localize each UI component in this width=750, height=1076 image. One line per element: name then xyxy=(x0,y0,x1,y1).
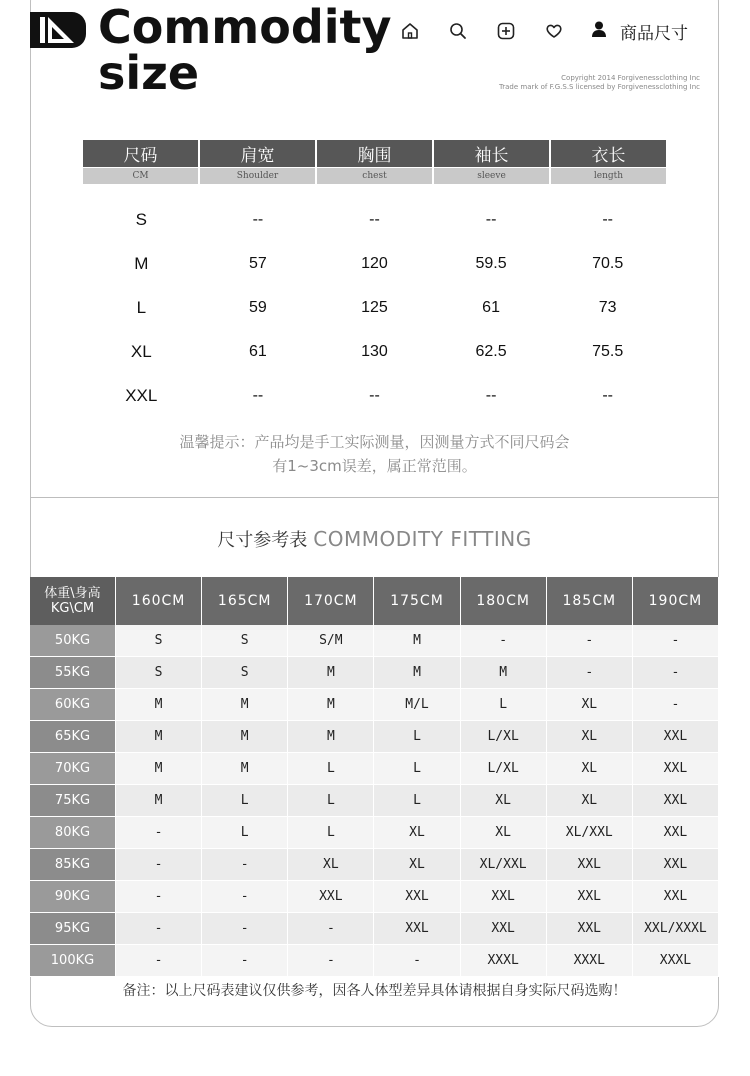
page-title xyxy=(98,0,398,100)
size-fit-cell: L xyxy=(460,689,546,721)
brand-logo xyxy=(30,12,86,48)
size-subheader-cell: length xyxy=(551,168,666,184)
size-table-row xyxy=(83,374,666,418)
top-nav xyxy=(398,18,688,44)
size-value-cell: 120 xyxy=(361,255,388,272)
size-fit-cell: L xyxy=(202,817,288,849)
size-fit-cell: XXL xyxy=(632,721,718,753)
size-fit-cell: S xyxy=(116,625,202,657)
size-fit-cell: XL/XXL xyxy=(546,817,632,849)
size-table-row xyxy=(83,198,666,242)
size-fit-cell: - xyxy=(460,625,546,657)
weight-cell: 80KG xyxy=(30,817,116,849)
weight-cell: 70KG xyxy=(30,753,116,785)
size-fit-cell: L xyxy=(288,753,374,785)
size-fit-cell: XL xyxy=(460,817,546,849)
size-label-cell: XL xyxy=(130,342,152,361)
size-value-cell: 59.5 xyxy=(475,255,507,272)
fitting-header-row xyxy=(30,577,719,625)
size-fit-cell: L/XL xyxy=(460,721,546,753)
size-value-cell: 70.5 xyxy=(592,255,624,272)
table-row xyxy=(30,817,719,849)
size-fit-cell: XXXL xyxy=(460,945,546,977)
size-fit-cell: L xyxy=(288,817,374,849)
size-fit-cell: XXL xyxy=(460,913,546,945)
size-label-cell: L xyxy=(136,298,147,317)
size-fit-cell: S xyxy=(116,657,202,689)
size-fit-cell: XXL xyxy=(460,881,546,913)
size-value-cell: 125 xyxy=(361,299,388,316)
size-fit-cell: M xyxy=(288,657,374,689)
search-icon[interactable] xyxy=(446,19,470,43)
size-fit-cell: XXL xyxy=(374,913,460,945)
size-fit-cell: M xyxy=(460,657,546,689)
table-row xyxy=(30,657,719,689)
table-row xyxy=(30,881,719,913)
size-fit-cell: - xyxy=(632,657,718,689)
corner-line1: 体重\身高 xyxy=(44,586,101,601)
height-header-cell: 170CM xyxy=(288,577,374,625)
table-row xyxy=(30,945,719,977)
size-value-cell: -- xyxy=(369,211,380,228)
size-table-body xyxy=(83,198,666,418)
size-fit-cell: - xyxy=(288,913,374,945)
size-fit-cell: XL xyxy=(374,849,460,881)
size-subheader-cell: CM xyxy=(83,168,200,184)
table-row xyxy=(30,721,719,753)
size-fit-cell: M xyxy=(374,657,460,689)
size-fit-cell: M xyxy=(288,721,374,753)
size-fit-cell: - xyxy=(374,945,460,977)
size-subheader-cell: sleeve xyxy=(434,168,551,184)
size-fit-cell: XL xyxy=(546,785,632,817)
table-row xyxy=(30,625,719,657)
size-fit-cell: - xyxy=(546,657,632,689)
size-label-cell: M xyxy=(134,254,149,273)
size-fit-cell: XXL xyxy=(546,913,632,945)
size-fit-cell: XXXL xyxy=(546,945,632,977)
size-fit-cell: XXL xyxy=(546,849,632,881)
title-line1: Commodity xyxy=(98,0,392,54)
weight-cell: 65KG xyxy=(30,721,116,753)
weight-cell: 85KG xyxy=(30,849,116,881)
size-fit-cell: L xyxy=(202,785,288,817)
weight-cell: 60KG xyxy=(30,689,116,721)
user-label: 商品尺寸 xyxy=(620,23,688,44)
size-header-cell: 衣长 xyxy=(551,140,666,167)
title-line2: size xyxy=(98,46,200,100)
height-header-cell: 190CM xyxy=(632,577,718,625)
size-fit-cell: - xyxy=(202,849,288,881)
size-fit-cell: L xyxy=(374,785,460,817)
weight-cell: 50KG xyxy=(30,625,116,657)
size-fit-cell: - xyxy=(632,689,718,721)
size-fit-cell: XXL xyxy=(632,753,718,785)
size-value-cell: -- xyxy=(602,211,613,228)
weight-cell: 100KG xyxy=(30,945,116,977)
table-row xyxy=(30,753,719,785)
size-fit-cell: - xyxy=(116,881,202,913)
size-value-cell: 61 xyxy=(248,343,267,360)
table-row xyxy=(30,849,719,881)
size-fit-cell: - xyxy=(116,913,202,945)
size-table-subheader xyxy=(83,168,666,184)
height-header-cell: 160CM xyxy=(116,577,202,625)
weight-cell: 75KG xyxy=(30,785,116,817)
size-fit-cell: - xyxy=(632,625,718,657)
measurement-tip xyxy=(30,430,719,478)
size-fit-cell: XXL xyxy=(374,881,460,913)
size-fit-cell: M xyxy=(202,721,288,753)
size-fit-cell: - xyxy=(202,881,288,913)
size-fit-cell: XL xyxy=(460,785,546,817)
size-subheader-cell: chest xyxy=(317,168,434,184)
size-label-cell: S xyxy=(135,210,147,229)
size-fit-cell: XXL/XXXL xyxy=(632,913,718,945)
height-header-cell: 165CM xyxy=(202,577,288,625)
corner-line2: KG\CM xyxy=(50,601,95,616)
size-fit-cell: M xyxy=(288,689,374,721)
size-value-cell: -- xyxy=(602,387,613,404)
size-fit-cell: - xyxy=(202,913,288,945)
size-fit-cell: XL xyxy=(374,817,460,849)
table-row xyxy=(30,913,719,945)
fitting-title-cn: 尺寸参考表 xyxy=(217,530,308,551)
tip-line2: 有1~3cm误差，属正常范围。 xyxy=(272,457,477,475)
size-value-cell: -- xyxy=(369,387,380,404)
tip-line1: 温馨提示：产品均是手工实际测量，因测量方式不同尺码会 xyxy=(179,433,570,451)
size-value-cell: -- xyxy=(485,387,497,404)
size-fit-cell: L/XL xyxy=(460,753,546,785)
size-table xyxy=(83,140,666,418)
size-fit-cell: XXL xyxy=(632,881,718,913)
size-fit-cell: XXL xyxy=(288,881,374,913)
size-fit-cell: XL xyxy=(546,721,632,753)
size-fit-cell: L xyxy=(374,753,460,785)
size-value-cell: 59 xyxy=(248,299,267,316)
copyright-line2: Trade mark of F.G.S.S licensed by Forgivenessclothing Inc xyxy=(498,83,700,91)
home-icon[interactable] xyxy=(398,19,422,43)
size-fit-cell: L xyxy=(374,721,460,753)
size-fit-cell: - xyxy=(116,817,202,849)
weight-cell: 55KG xyxy=(30,657,116,689)
fitting-title-en: COMMODITY FITTING xyxy=(313,527,532,551)
size-header-cell: 胸围 xyxy=(317,140,434,167)
size-table-header xyxy=(83,140,666,167)
size-fit-cell: M/L xyxy=(374,689,460,721)
size-value-cell: 75.5 xyxy=(592,343,624,360)
height-header-cell: 185CM xyxy=(546,577,632,625)
size-fit-cell: - xyxy=(116,945,202,977)
size-fit-cell: XXL xyxy=(632,785,718,817)
size-fit-cell: S/M xyxy=(288,625,374,657)
user-icon xyxy=(590,20,608,42)
size-fit-cell: M xyxy=(374,625,460,657)
fitting-table xyxy=(30,577,719,977)
size-fit-cell: M xyxy=(116,689,202,721)
height-header-cell: 180CM xyxy=(460,577,546,625)
weight-cell: 95KG xyxy=(30,913,116,945)
size-fit-cell: S xyxy=(202,657,288,689)
heart-icon[interactable] xyxy=(542,19,566,43)
table-row xyxy=(30,785,719,817)
size-value-cell: -- xyxy=(485,211,497,228)
size-fit-cell: - xyxy=(288,945,374,977)
size-header-cell: 肩宽 xyxy=(200,140,317,167)
size-subheader-cell: Shoulder xyxy=(200,168,317,184)
size-fit-cell: XXXL xyxy=(632,945,718,977)
size-fit-cell: - xyxy=(116,849,202,881)
size-fit-cell: S xyxy=(202,625,288,657)
size-value-cell: 61 xyxy=(482,299,500,316)
copyright-text xyxy=(499,74,700,92)
height-header-cell: 175CM xyxy=(374,577,460,625)
size-fit-cell: XXL xyxy=(546,881,632,913)
user-menu[interactable] xyxy=(590,19,688,44)
weight-cell: 90KG xyxy=(30,881,116,913)
size-fit-cell: L xyxy=(288,785,374,817)
plus-square-icon[interactable] xyxy=(494,19,518,43)
size-value-cell: 57 xyxy=(248,255,267,272)
size-value-cell: -- xyxy=(252,387,264,404)
size-fit-cell: M xyxy=(202,689,288,721)
size-value-cell: 130 xyxy=(361,343,388,360)
fitting-corner-cell xyxy=(30,577,116,625)
fitting-table-body xyxy=(30,625,719,977)
size-header-cell: 袖长 xyxy=(434,140,551,167)
size-table-row xyxy=(83,286,666,330)
size-fit-cell: - xyxy=(546,625,632,657)
size-fit-cell: M xyxy=(116,785,202,817)
size-fit-cell: XXL xyxy=(632,849,718,881)
size-label-cell: XXL xyxy=(125,386,158,405)
size-fit-cell: XL xyxy=(288,849,374,881)
size-table-row xyxy=(83,242,666,286)
logo-mark-icon xyxy=(38,15,78,45)
size-header-cell: 尺码 xyxy=(83,140,200,167)
table-row xyxy=(30,689,719,721)
size-fit-cell: XL xyxy=(546,753,632,785)
size-fit-cell: XXL xyxy=(632,817,718,849)
size-fit-cell: M xyxy=(202,753,288,785)
size-fit-cell: XL/XXL xyxy=(460,849,546,881)
section-divider xyxy=(30,497,719,498)
size-fit-cell: - xyxy=(202,945,288,977)
size-fit-cell: M xyxy=(116,721,202,753)
size-table-row xyxy=(83,330,666,374)
size-value-cell: 73 xyxy=(598,299,617,316)
fitting-title xyxy=(30,526,719,552)
copyright-line1: Copyright 2014 Forgivenessclothing Inc xyxy=(561,74,700,82)
size-fit-cell: M xyxy=(116,753,202,785)
footnote: 备注：以上尺码表建议仅供参考，因各人体型差异具体请根据自身实际尺码选购！ xyxy=(122,983,627,999)
size-fit-cell: XL xyxy=(546,689,632,721)
size-value-cell: 62.5 xyxy=(475,343,507,360)
size-value-cell: -- xyxy=(252,211,264,228)
